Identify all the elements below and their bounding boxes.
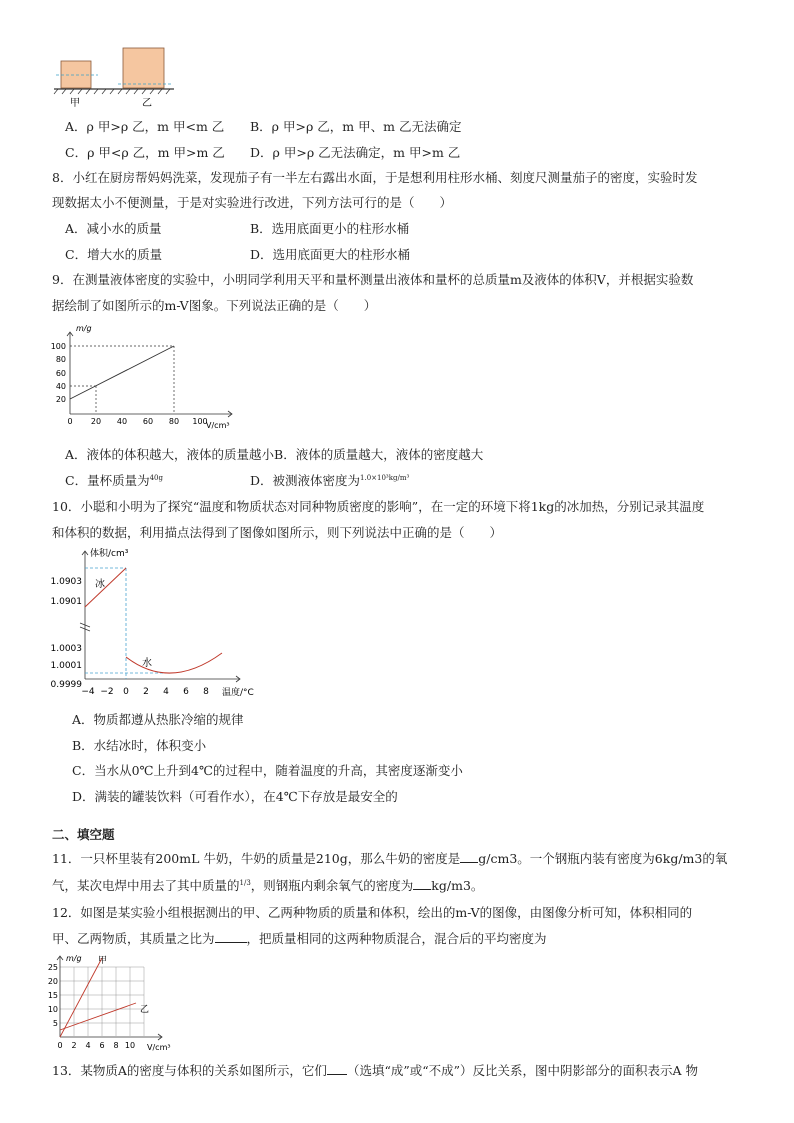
y-tick: 20 bbox=[55, 395, 66, 404]
q11-text-5: kg/m3。 bbox=[431, 878, 484, 893]
q11-text-2: g/cm3。一个钢瓶内装有密度为6kg/m3的氧 bbox=[478, 851, 728, 866]
x-axis-label: V/cm³ bbox=[147, 1043, 171, 1052]
y-tick: 100 bbox=[50, 342, 66, 351]
q9-stem-line1: 9．在测量液体密度的实验中，小明同学利用天平和量杯测量出液体和量杯的总质量m及液体的体积V，并根据实验数 bbox=[52, 272, 694, 287]
q7-option-c: C．ρ 甲<ρ 乙，m 甲>m 乙 bbox=[65, 145, 225, 160]
q13-text-1: 13．某物质A的密度与体积的关系如图所示，它们 bbox=[52, 1063, 327, 1078]
q10-stem-line2: 和体积的数据，利用描点法得到了图像如图所示，则下列说法中正确的是（ ） bbox=[52, 525, 503, 540]
series-a-line bbox=[60, 958, 102, 1037]
q10-option-c: C．当水从0℃上升到4℃的过程中，随着温度的升高，其密度逐渐变小 bbox=[72, 763, 463, 778]
x-tick: 2 bbox=[71, 1041, 77, 1050]
q10-volume-temperature-graph bbox=[50, 545, 270, 700]
q7-option-b: B．ρ 甲>ρ 乙，m 甲、m 乙无法确定 bbox=[250, 119, 462, 134]
series-a-label: 甲 bbox=[98, 956, 108, 966]
label-a: 甲 bbox=[70, 98, 80, 109]
q9-option-a-b: A．液体的体积越大，液体的质量越小B．液体的质量越大，液体的密度越大 bbox=[65, 447, 484, 462]
q13-text-2: （选填“成”或“不成”）反比关系，图中阴影部分的面积表示A 物 bbox=[346, 1063, 699, 1078]
x-tick: 4 bbox=[85, 1041, 91, 1050]
x-tick: 4 bbox=[163, 687, 169, 697]
q7-figure bbox=[52, 44, 182, 110]
q7-option-a: A．ρ 甲>ρ 乙，m 甲<m 乙 bbox=[65, 119, 225, 134]
x-tick: 80 bbox=[168, 417, 180, 426]
y-tick: 1.0003 bbox=[50, 644, 82, 654]
q8-option-c: C．增大水的质量 bbox=[65, 247, 163, 262]
y-tick: 15 bbox=[47, 991, 58, 1000]
q11-fraction: 1/3 bbox=[239, 878, 251, 887]
x-tick: 100 bbox=[192, 417, 208, 426]
q9-option-d bbox=[250, 471, 409, 489]
q10-stem-line1: 10．小聪和小明为了探究“温度和物质状态对同种物质密度的影响”，在一定的环境下将1kg的冰加热，分别记录其温度 bbox=[52, 499, 705, 514]
x-tick: 60 bbox=[142, 417, 154, 426]
y-tick: 60 bbox=[55, 369, 66, 378]
q11-text-3: 气，某次电焊中用去了其中质量的 bbox=[52, 878, 240, 893]
x-tick: 10 bbox=[124, 1041, 136, 1050]
q11-line2 bbox=[52, 876, 483, 894]
block-a bbox=[61, 61, 91, 88]
q12-text-1: 甲、乙两物质，其质量之比为 bbox=[52, 931, 215, 946]
q13-blank-1[interactable] bbox=[327, 1064, 347, 1075]
y-axis-label: m/g bbox=[76, 324, 92, 333]
water-label: 水 bbox=[142, 658, 152, 669]
q13-line1 bbox=[52, 1061, 698, 1079]
q7-option-d: D．ρ 甲>ρ 乙无法确定，m 甲>m 乙 bbox=[250, 145, 461, 160]
block-b bbox=[123, 48, 164, 88]
x-tick: 8 bbox=[113, 1041, 119, 1050]
y-tick: 5 bbox=[52, 1019, 58, 1028]
q12-line2 bbox=[52, 929, 547, 947]
q9-option-c bbox=[65, 471, 163, 489]
q8-stem-line1: 8．小红在厨房帮妈妈洗菜，发现茄子有一半左右露出水面，于是想利用柱形水桶、刻度尺测量茄子的密度，实验时发 bbox=[52, 170, 698, 185]
q12-text-2: ，把质量相同的这两种物质混合，混合后的平均密度为 bbox=[246, 931, 547, 946]
x-axis-label: V/cm³ bbox=[206, 421, 230, 430]
x-tick: 8 bbox=[203, 687, 209, 697]
ice-label: 冰 bbox=[95, 579, 105, 590]
q11-blank-1[interactable] bbox=[460, 852, 478, 863]
x-tick: 2 bbox=[143, 687, 149, 697]
y-tick: 80 bbox=[55, 355, 66, 364]
q9-option-d-value: 1.0×10³kg/m³ bbox=[360, 473, 410, 482]
q10-option-b: B．水结冰时，体积变小 bbox=[72, 738, 207, 753]
y-tick: 1.0903 bbox=[50, 577, 82, 587]
q11-text-1: 11．一只杯里装有200mL 牛奶，牛奶的质量是210g，那么牛奶的密度是 bbox=[52, 851, 461, 866]
x-tick: 0 bbox=[123, 687, 129, 697]
y-tick: 25 bbox=[47, 963, 58, 972]
water-curve bbox=[126, 653, 222, 673]
q8-option-b: B．选用底面更小的柱形水桶 bbox=[250, 221, 410, 236]
q8-option-d: D．选用底面更大的柱形水桶 bbox=[250, 247, 411, 262]
y-tick: 1.0001 bbox=[50, 661, 82, 671]
q9-option-c-value: 40g bbox=[149, 473, 163, 482]
y-tick: 40 bbox=[55, 382, 66, 391]
q8-stem-line2: 现数据太小不便测量，于是对实验进行改进，下列方法可行的是（ ） bbox=[52, 195, 453, 210]
x-tick: −4 bbox=[81, 687, 95, 697]
q12-line1: 12．如图是某实验小组根据测出的甲、乙两种物质的质量和体积，绘出的m-V的图像，由图像分析可知，体积相同的 bbox=[52, 905, 693, 920]
y-tick: 20 bbox=[47, 977, 58, 986]
q9-option-c-text: C．量杯质量为 bbox=[65, 473, 150, 488]
y-axis-label: 体积/cm³ bbox=[90, 549, 129, 559]
y-tick: 1.0901 bbox=[50, 597, 82, 607]
x-tick: −2 bbox=[100, 687, 114, 697]
q10-option-d: D．满装的罐装饮料（可看作水），在4℃下存放是最安全的 bbox=[72, 789, 398, 804]
x-tick: 0 bbox=[67, 417, 73, 426]
x-tick: 20 bbox=[90, 417, 102, 426]
q9-stem-line2: 据绘制了如图所示的m-V图象。下列说法正确的是（ ） bbox=[52, 298, 377, 313]
x-tick: 40 bbox=[116, 417, 128, 426]
q9-mv-graph bbox=[52, 318, 242, 434]
series-b-label: 乙 bbox=[140, 1005, 150, 1015]
ice-curve bbox=[85, 568, 126, 607]
q11-line1 bbox=[52, 849, 727, 867]
x-tick: 6 bbox=[183, 687, 189, 697]
x-axis-label: 温度/°C bbox=[222, 688, 254, 698]
q10-option-a: A．物质都遵从热胀冷缩的规律 bbox=[72, 712, 244, 727]
q11-text-4: ，则钢瓶内剩余氧气的密度为 bbox=[250, 878, 414, 893]
mv-line bbox=[70, 346, 174, 399]
section-title: 二、填空题 bbox=[52, 827, 115, 842]
q11-blank-2[interactable] bbox=[413, 879, 431, 890]
q12-mv-graph bbox=[47, 952, 200, 1054]
x-tick: 6 bbox=[99, 1041, 105, 1050]
y-axis-label: m/g bbox=[66, 954, 82, 963]
q8-option-a: A．减小水的质量 bbox=[65, 221, 162, 236]
y-tick: 10 bbox=[47, 1005, 58, 1014]
q12-blank-1[interactable] bbox=[215, 932, 247, 943]
q9-option-d-text: D．被测液体密度为 bbox=[250, 473, 361, 488]
label-b: 乙 bbox=[142, 98, 152, 109]
x-tick: 0 bbox=[57, 1041, 63, 1050]
y-tick: 0.9999 bbox=[50, 680, 82, 690]
